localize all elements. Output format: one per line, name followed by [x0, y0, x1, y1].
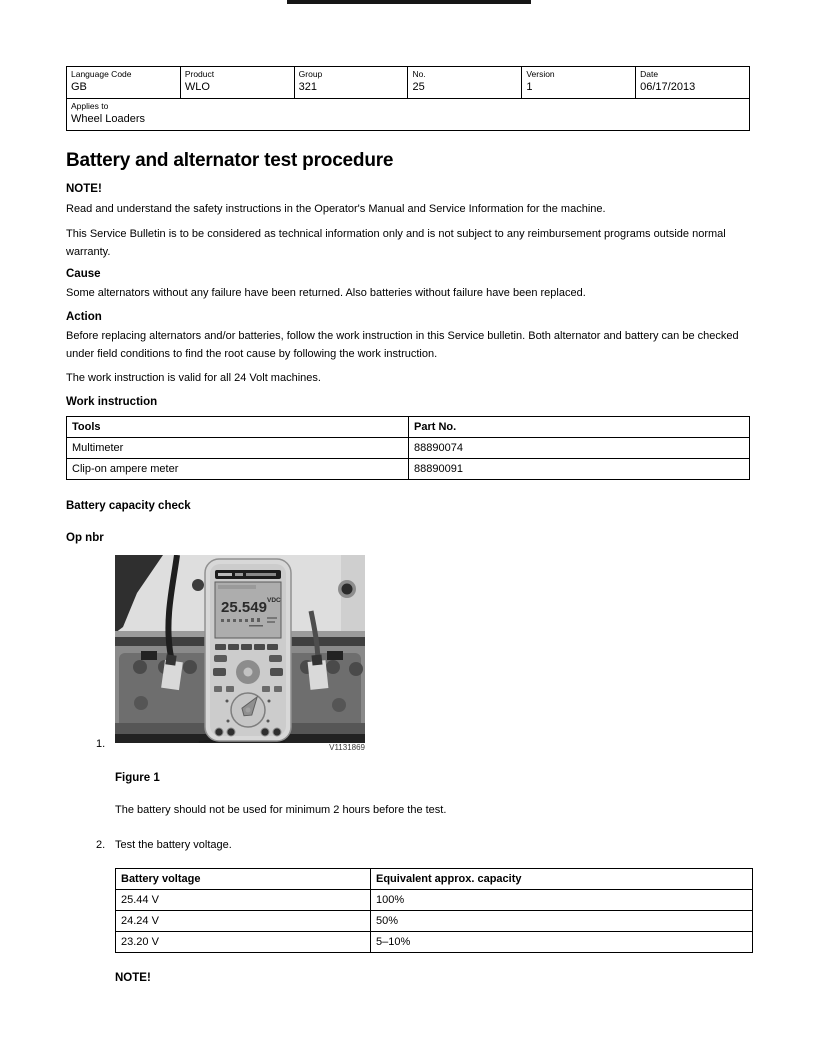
table-row: [67, 99, 750, 131]
cell-part-no: 88890074: [409, 438, 750, 459]
safety-paragraph: Read and understand the safety instructions in the Operator's Manual and Service Information for the machine.: [66, 203, 606, 215]
tools-table: [66, 416, 750, 480]
meta-cell-version: [522, 67, 636, 99]
field-label: Version: [526, 69, 555, 79]
field-value: GB: [71, 81, 87, 93]
field-label: Date: [640, 69, 659, 79]
step-number: 1.: [96, 738, 106, 750]
note-heading-2: NOTE!: [115, 972, 151, 984]
cell-voltage: 24.24 V: [116, 911, 371, 932]
figure-caption-label: Figure 1: [115, 772, 160, 784]
field-label: Applies to: [71, 101, 109, 111]
page-content: [66, 66, 754, 986]
step-text: Test the battery voltage.: [115, 839, 232, 851]
page-title: Battery and alternator test procedure: [66, 150, 394, 171]
metadata-table: [66, 66, 750, 131]
field-label: Product: [184, 69, 215, 79]
cell-tool: Multimeter: [67, 438, 409, 459]
bulletin-paragraph: This Service Bulletin is to be considered as technical information only and is not subject to any reimbursement programs outside normal warranty.: [66, 228, 726, 258]
multimeter-display: [215, 582, 281, 638]
field-value: WLO: [184, 81, 210, 93]
meta-cell-language: [67, 67, 181, 99]
table-row: [67, 67, 750, 99]
field-value: Wheel Loaders: [71, 113, 145, 125]
cell-capacity: 5–10%: [371, 932, 753, 953]
step-2: [66, 836, 754, 854]
table-header-row: [116, 869, 753, 890]
op-nbr-label: Op nbr: [66, 532, 104, 544]
cell-part-no: 88890091: [409, 459, 750, 480]
step-number: 2.: [96, 839, 106, 851]
figure-reference: V1131869: [329, 743, 365, 752]
table-row: [116, 890, 753, 911]
column-header: Battery voltage: [116, 869, 371, 890]
cause-paragraph: Some alternators without any failure have been returned. Also batteries without failure have been replaced.: [66, 287, 586, 299]
field-value: 321: [298, 81, 318, 93]
note-heading: NOTE!: [66, 183, 102, 195]
figure-photo-multimeter: [115, 555, 365, 743]
meter-unit: VDC: [267, 597, 281, 604]
column-header: Tools: [67, 417, 409, 438]
meter-reading: 25.549: [221, 599, 267, 616]
meta-cell-date: [636, 67, 750, 99]
figure-block: [115, 555, 365, 753]
table-row: [116, 932, 753, 953]
action-paragraph-2: The work instruction is valid for all 24 Volt machines.: [66, 372, 321, 384]
multimeter: [205, 559, 291, 741]
table-row: [116, 911, 753, 932]
redacted-header-bar: [287, 0, 531, 4]
field-label: Group: [298, 69, 323, 79]
meta-cell-no: [408, 67, 522, 99]
work-instruction-heading: Work instruction: [66, 396, 158, 408]
step-1: [66, 555, 754, 753]
meta-cell-product: [180, 67, 294, 99]
meta-cell-group: [294, 67, 408, 99]
field-label: No.: [412, 69, 426, 79]
cell-voltage: 25.44 V: [116, 890, 371, 911]
cause-heading: Cause: [66, 268, 101, 280]
table-row: [67, 459, 750, 480]
column-header: Part No.: [409, 417, 750, 438]
table-row: [67, 438, 750, 459]
field-value: 06/17/2013: [640, 81, 696, 93]
cell-capacity: 50%: [371, 911, 753, 932]
battery-capacity-heading: Battery capacity check: [66, 500, 191, 512]
field-label: Language Code: [71, 69, 132, 79]
meta-cell-applies-to: [67, 99, 750, 131]
field-value: 25: [412, 81, 425, 93]
battery-voltage-table: [115, 868, 753, 953]
figure-caption-text: The battery should not be used for minimum 2 hours before the test.: [115, 804, 447, 816]
action-paragraph: Before replacing alternators and/or batteries, follow the work instruction in this Service bulletin. Both alternator and battery can be checked under field conditions to find the root cause by following the work instruction.: [66, 330, 739, 360]
cell-voltage: 23.20 V: [116, 932, 371, 953]
cell-capacity: 100%: [371, 890, 753, 911]
column-header: Equivalent approx. capacity: [371, 869, 753, 890]
cell-tool: Clip-on ampere meter: [67, 459, 409, 480]
table-header-row: [67, 417, 750, 438]
action-heading: Action: [66, 311, 102, 323]
field-value: 1: [526, 81, 533, 93]
